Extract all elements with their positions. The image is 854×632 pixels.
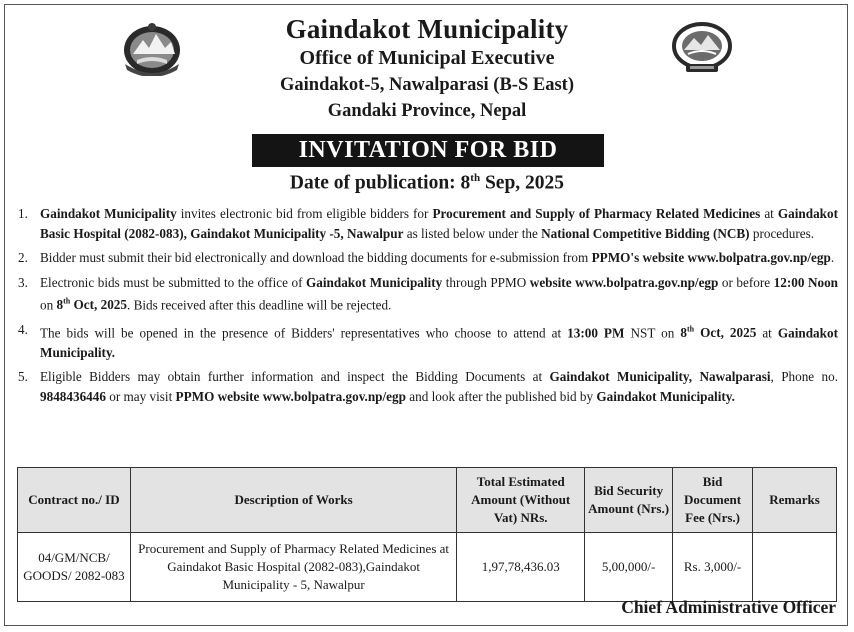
header-amount: Total Estimated Amount (Without Vat) NRs.: [457, 468, 585, 533]
clause-number: 4.: [18, 321, 28, 337]
clause-5: [18, 367, 838, 406]
signatory-title: Chief Administrative Officer: [621, 597, 836, 617]
notice-banner: INVITATION FOR BID: [252, 134, 604, 167]
notice-clauses: [18, 204, 838, 411]
clause-text: Bidder must submit their bid electronically and download the bidding documents for e-submission from PPMO's website www.bolpatra.gov.np/egp.: [40, 250, 835, 265]
clause-1: [18, 204, 838, 243]
bid-table: [17, 467, 837, 602]
clause-3: [18, 273, 838, 315]
clause-number: 2.: [18, 250, 28, 265]
table-row: [18, 533, 837, 602]
table-header-row: [18, 468, 837, 533]
cell-fee: Rs. 3,000/-: [673, 533, 753, 602]
clause-number: 1.: [18, 206, 28, 221]
office-name: Office of Municipal Executive: [299, 47, 555, 69]
cell-description: Procurement and Supply of Pharmacy Related Medicines at Gaindakot Basic Hospital (2082-083),Gaindakot Municipality - 5, Nawalpur: [130, 533, 456, 602]
header-remarks: Remarks: [753, 468, 837, 533]
clause-text: Electronic bids must be submitted to the office of Gaindakot Municipality through PPMO website www.bolpatra.gov.np/egp or before 12:00 Noon on 8th Oct, 2025. Bids received after this deadline will be rejected.: [40, 274, 839, 313]
clause-number: 5.: [18, 369, 28, 385]
office-address: Gaindakot-5, Nawalparasi (B-S East): [280, 75, 574, 95]
cell-contract: 04/GM/NCB/ GOODS/ 2082-083: [18, 533, 131, 602]
office-province: Gandaki Province, Nepal: [327, 101, 527, 121]
clause-number: 3.: [18, 274, 28, 290]
clause-text: Gaindakot Municipality invites electronic bid from eligible bidders for Procurement and Supply of Pharmacy Related Medicines at Gaindakot Basic Hospital (2082-083), Gaindakot Municipality -5, Nawalpur as listed below under the National Competitive Bidding (NCB) procedures.: [40, 206, 838, 241]
publication-date: Date of publication: 8th Sep, 2025: [289, 172, 565, 194]
cell-remarks: [753, 533, 837, 602]
clause-text: The bids will be opened in the presence of Bidders' representatives who choose to attend at 13:00 PM NST on 8th Oct, 2025 at Gaindakot Municipality.: [40, 324, 838, 360]
header-contract: Contract no./ ID: [18, 468, 131, 533]
municipality-title: Gaindakot Municipality: [285, 14, 569, 44]
header-fee: Bid Document Fee (Nrs.): [673, 468, 753, 533]
clause-4: [18, 320, 838, 362]
cell-amount: 1,97,78,436.03: [457, 533, 585, 602]
header-security: Bid Security Amount (Nrs.): [585, 468, 673, 533]
clause-2: [18, 248, 838, 268]
header-description: Description of Works: [130, 468, 456, 533]
clause-text: Eligible Bidders may obtain further information and inspect the Bidding Documents at Gaindakot Municipality, Nawalparasi, Phone no. 9848436446 or may visit PPMO website www.bolpatra.gov.np/egp and look after the published bid by Gaindakot Municipality.: [40, 369, 839, 404]
cell-security: 5,00,000/-: [585, 533, 673, 602]
